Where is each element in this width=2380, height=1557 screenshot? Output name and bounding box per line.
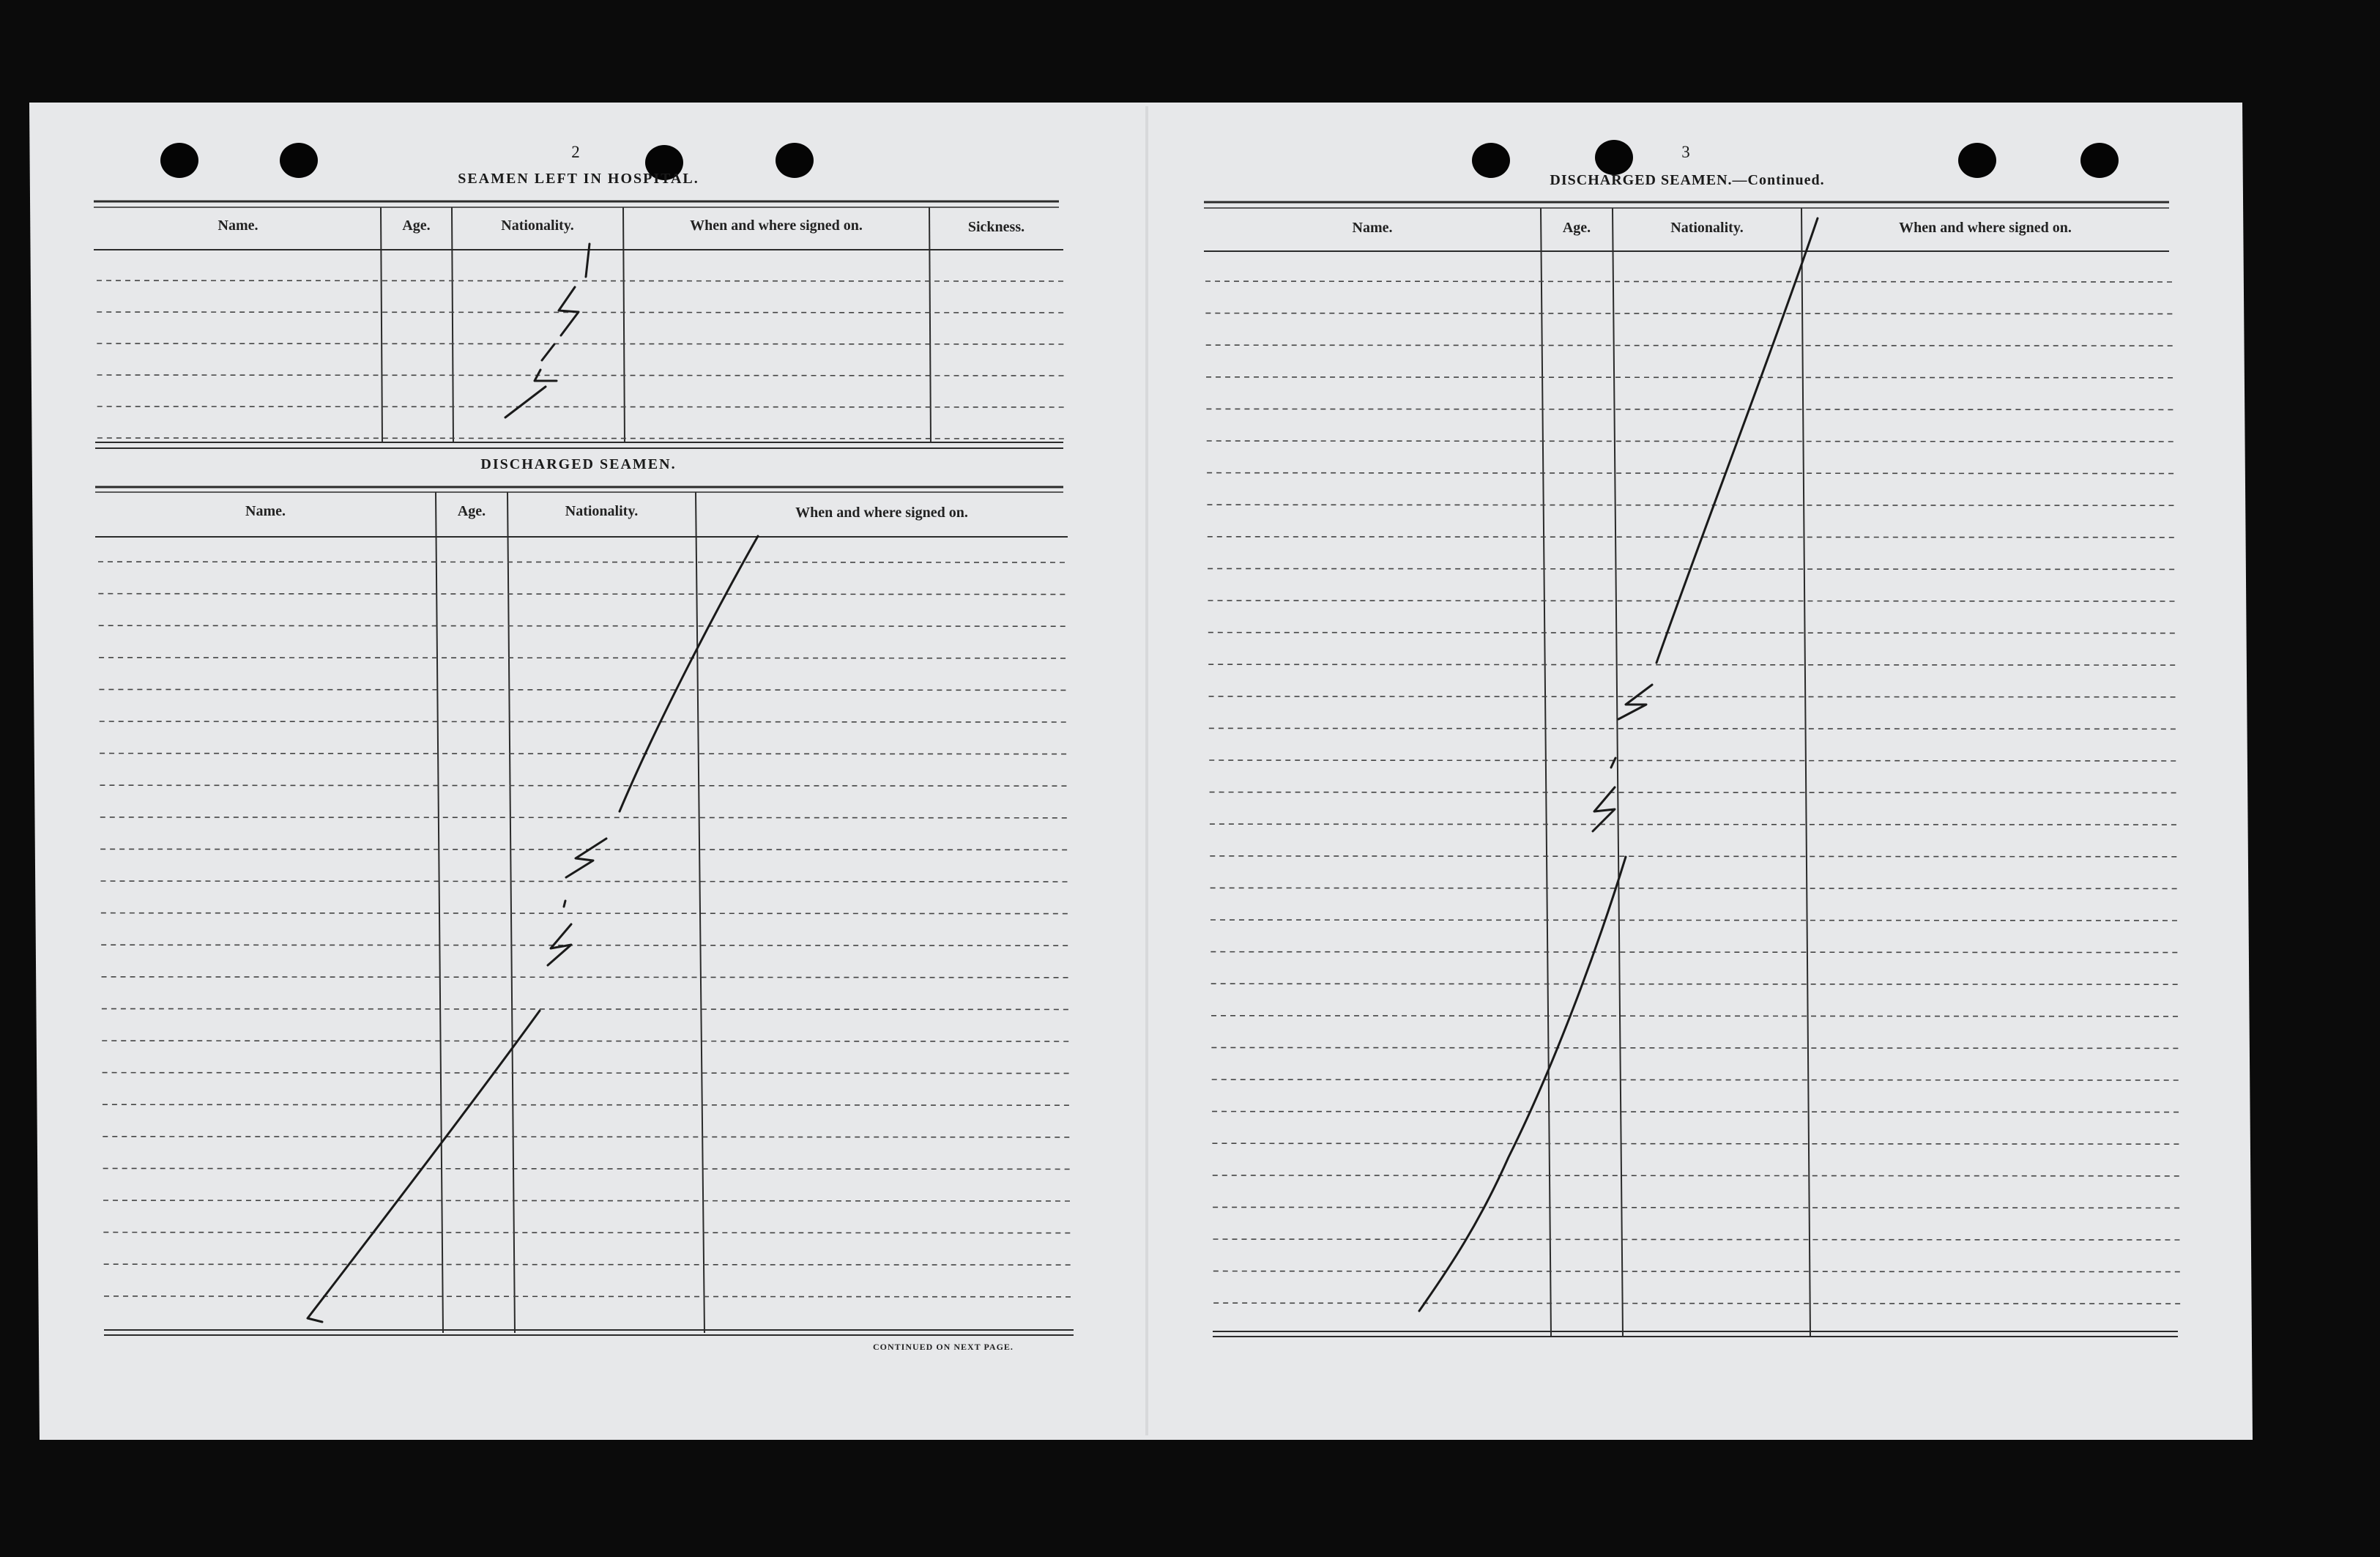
hospital-col-age: Age. — [402, 218, 431, 234]
punch-hole — [160, 143, 198, 178]
hospital-col-sickness: Sickness. — [967, 219, 1025, 235]
right-col-age: Age. — [1562, 220, 1591, 236]
right-page-number: 3 — [1681, 143, 1690, 161]
left-page-number: 2 — [571, 143, 580, 161]
hospital-col-nationality: Nationality. — [501, 218, 574, 234]
right-col-signed-on: When and where signed on. — [1899, 220, 2072, 236]
hospital-col-signed-on: When and where signed on. — [690, 218, 863, 234]
discharged-section-title: DISCHARGED SEAMEN. — [480, 456, 677, 472]
discharged-col-nationality: Nationality. — [565, 503, 639, 519]
punch-hole — [2080, 143, 2119, 178]
punch-hole — [1472, 143, 1510, 178]
right-col-nationality: Nationality. — [1670, 220, 1744, 236]
right-section-title: DISCHARGED SEAMEN.—Continued. — [1550, 172, 1825, 188]
hospital-col-name: Name. — [217, 218, 259, 234]
discharged-col-age: Age. — [457, 503, 486, 519]
punch-hole — [1595, 140, 1633, 175]
discharged-col-signed-on: When and where signed on. — [795, 505, 968, 521]
punch-hole — [280, 143, 318, 178]
punch-hole — [1958, 143, 1996, 178]
right-col-name: Name. — [1352, 220, 1393, 236]
hospital-section-title: SEAMEN LEFT IN HOSPITAL. — [458, 171, 699, 187]
discharged-col-name: Name. — [245, 503, 286, 519]
continued-footer: CONTINUED ON NEXT PAGE. — [873, 1342, 1014, 1352]
punch-hole — [776, 143, 814, 178]
